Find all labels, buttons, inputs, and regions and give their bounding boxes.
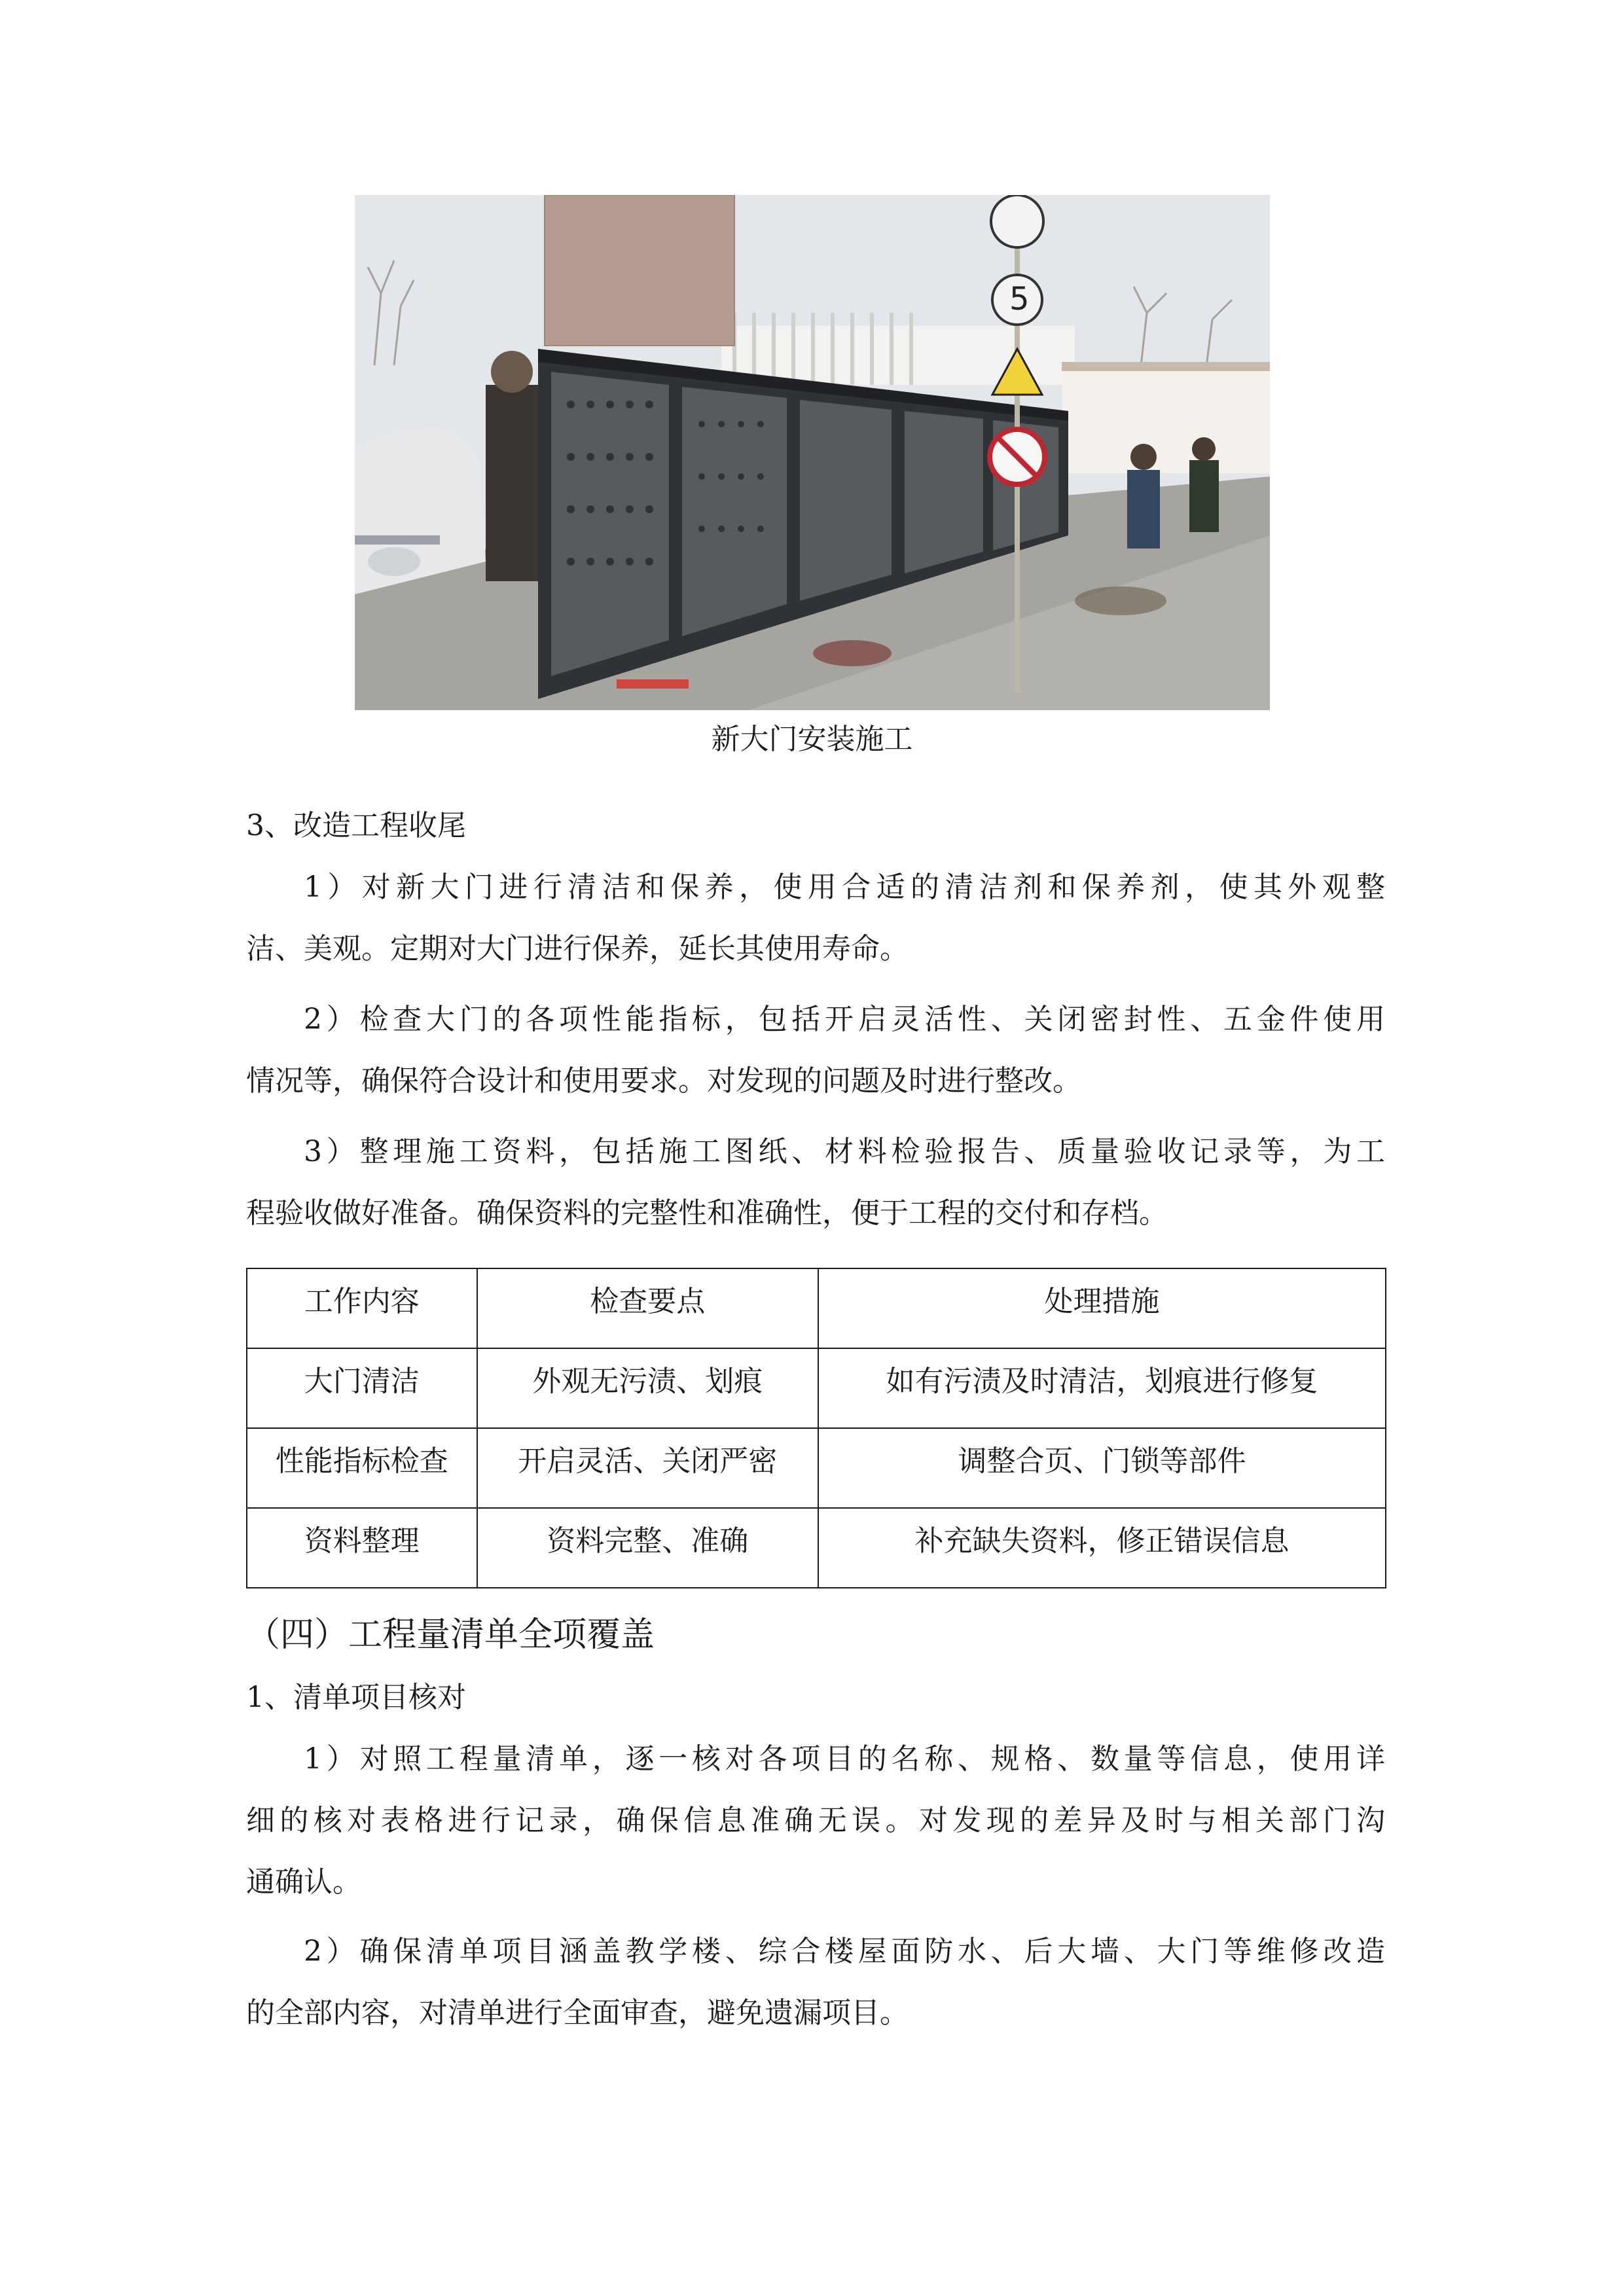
table-cell: 性能指标检查 xyxy=(247,1428,477,1508)
table-cell: 调整合页、门锁等部件 xyxy=(818,1428,1386,1508)
section-title-4: （四）工程量清单全项覆盖 xyxy=(246,1615,655,1655)
paragraph-line: 洁、美观。定期对大门进行保养，延长其使用寿命。 xyxy=(246,932,909,965)
paragraph-5 xyxy=(246,1932,1385,2033)
paragraph-line: 1）对新大门进行清洁和保养，使用合适的清洁剂和保养剂，使其外观整 xyxy=(304,870,1385,904)
section-heading-3: 3、改造工程收尾 xyxy=(246,809,466,842)
table-cell: 外观无污渍、划痕 xyxy=(477,1348,818,1428)
paragraph-line: 3）整理施工资料，包括施工图纸、材料检验报告、质量验收记录等，为工 xyxy=(304,1135,1385,1168)
paragraph-line: 情况等，确保符合设计和使用要求。对发现的问题及时进行整改。 xyxy=(246,1064,1081,1098)
table-cell: 大门清洁 xyxy=(247,1348,477,1428)
paragraph-4 xyxy=(246,1740,1385,1902)
photo-illustration xyxy=(355,195,1270,710)
table-header-cell: 处理措施 xyxy=(818,1268,1386,1348)
gate-installation-photo xyxy=(355,195,1270,710)
table-row xyxy=(247,1348,1386,1428)
table-row xyxy=(247,1508,1386,1588)
inspection-table xyxy=(246,1268,1386,1588)
paragraph-2 xyxy=(246,1000,1385,1101)
table-header-cell: 工作内容 xyxy=(247,1268,477,1348)
paragraph-line: 通确认。 xyxy=(246,1865,361,1899)
paragraph-line: 2）检查大门的各项性能指标，包括开启灵活性、关闭密封性、五金件使用 xyxy=(304,1003,1385,1036)
table-header-cell: 检查要点 xyxy=(477,1268,818,1348)
table-cell: 资料完整、准确 xyxy=(477,1508,818,1588)
table-header-row xyxy=(247,1268,1386,1348)
paragraph-line: 1）对照工程量清单，逐一核对各项目的名称、规格、数量等信息，使用详 xyxy=(304,1742,1385,1776)
svg-text:5: 5 xyxy=(1009,281,1030,317)
table-cell: 如有污渍及时清洁，划痕进行修复 xyxy=(818,1348,1386,1428)
table-row xyxy=(247,1428,1386,1508)
table-cell: 资料整理 xyxy=(247,1508,477,1588)
paragraph-line: 的全部内容，对清单进行全面审查，避免遗漏项目。 xyxy=(246,1996,909,2030)
paragraph-line: 程验收做好准备。确保资料的完整性和准确性，便于工程的交付和存档。 xyxy=(246,1196,1168,1230)
paragraph-3 xyxy=(246,1132,1385,1233)
paragraph-line: 细的核对表格进行记录，确保信息准确无误。对发现的差异及时与相关部门沟 xyxy=(246,1804,1385,1837)
paragraph-1 xyxy=(246,868,1385,969)
paragraph-line: 2）确保清单项目涵盖教学楼、综合楼屋面防水、后大墙、大门等维修改造 xyxy=(304,1935,1385,1968)
photo-caption: 新大门安装施工 xyxy=(711,723,913,756)
table-cell: 补充缺失资料，修正错误信息 xyxy=(818,1508,1386,1588)
table-cell: 开启灵活、关闭严密 xyxy=(477,1428,818,1508)
section-heading-4-1: 1、清单项目核对 xyxy=(246,1681,466,1714)
